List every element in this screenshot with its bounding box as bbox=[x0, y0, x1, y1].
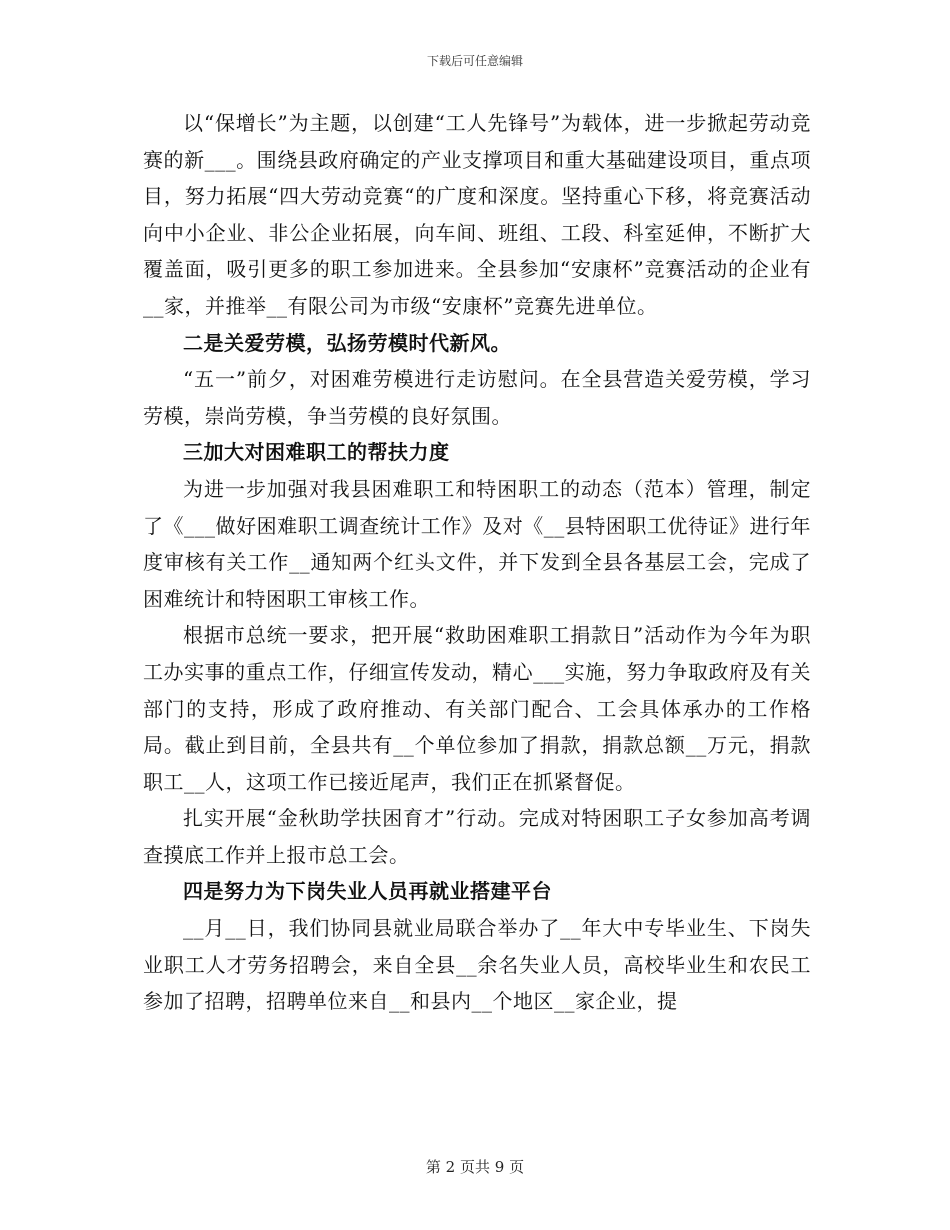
paragraph-job-fair: __月__日，我们协同县就业局联合举办了__年大中专毕业生、下岗失业职工人才劳务招聘会，来自全县__余名失业人员，高校毕业生和农民工参加了招聘，招聘单位来自__和县内__个地区__家企业，提 bbox=[143, 916, 811, 1014]
page-indicator: 第 2 页共 9 页 bbox=[425, 1158, 525, 1176]
section-heading-assistance: 三加大对困难职工的帮扶力度 bbox=[183, 440, 450, 465]
document-body bbox=[143, 105, 811, 1020]
paragraph-model-workers: “五一”前夕，对困难劳模进行走访慰问。在全县营造关爱劳模，学习劳模，崇尚劳模，争当劳模的良好氛围。 bbox=[143, 367, 811, 428]
paragraph-labor-competition: 以“保增长”为主题，以创建“工人先锋号”为载体，进一步掀起劳动竞赛的新___。围绕县政府确定的产业支撑项目和重大基础建设项目，重点项目，努力拓展“四大劳动竞赛“的广度和深度。坚持重心下移，将竞赛活动向中小企业、非公企业拓展，向车间、班组、工段、科室延伸，不断扩大覆盖面，吸引更多的职工参加进来。全县参加“安康杯”竞赛活动的企业有__家，并推举__有限公司为市级“安康杯”竞赛先进单位。 bbox=[143, 111, 811, 318]
section-heading-model-workers: 二是关爱劳模，弘扬劳模时代新风。 bbox=[183, 330, 511, 355]
paragraph-assistance-documents: 为进一步加强对我县困难职工和特困职工的动态（范本）管理，制定了《___做好困难职工调查统计工作》及对《__县特困职工优待证》进行年度审核有关工作__通知两个红头文件，并下发到全县各基层工会，完成了困难统计和特困职工审核工作。 bbox=[143, 476, 811, 611]
section-heading-reemployment: 四是努力为下岗失业人员再就业搭建平台 bbox=[183, 879, 552, 904]
paragraph-student-aid: 扎实开展“金秋助学扶困育才”行动。完成对特困职工子女参加高考调查摸底工作并上报市总工会。 bbox=[143, 806, 811, 867]
paragraph-donation-day: 根据市总统一要求，把开展“救助困难职工捐款日”活动作为今年为职工办实事的重点工作，仔细宣传发动，精心___实施，努力争取政府及有关部门的支持，形成了政府推动、有关部门配合、工会具体承办的工作格局。截止到目前，全县共有__个单位参加了捐款，捐款总额__万元，捐款职工__人，这项工作已接近尾声，我们正在抓紧督促。 bbox=[143, 623, 811, 794]
header-note: 下载后可任意编辑 bbox=[426, 54, 523, 68]
